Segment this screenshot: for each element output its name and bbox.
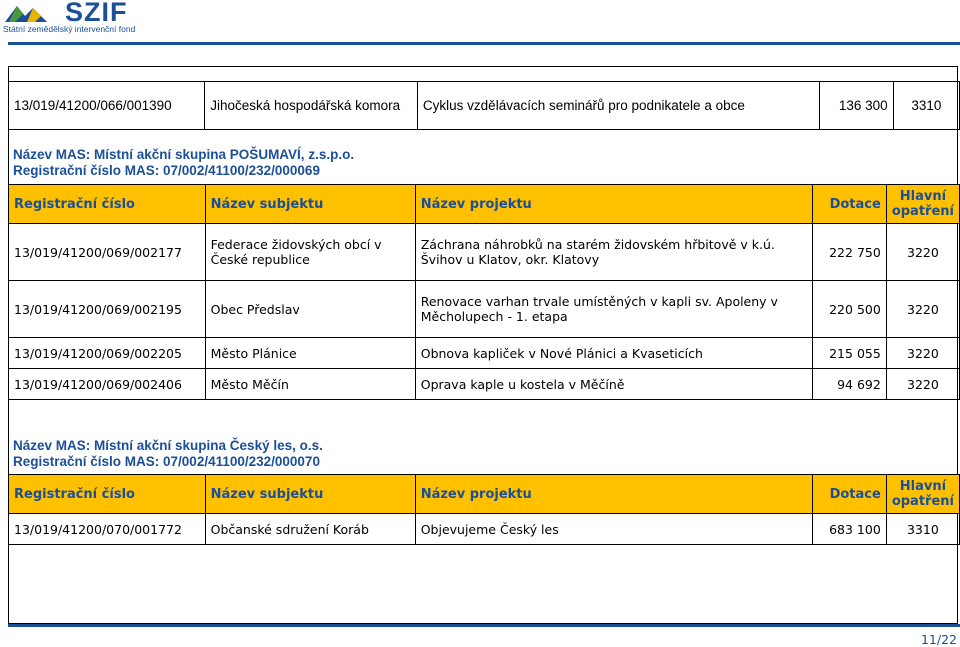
mas-name: Název MAS: Místní akční skupina POŠUMAVÍ, z.s.p.o. xyxy=(13,147,355,162)
subject-cell: Město Plánice xyxy=(205,338,415,369)
col-measure-header: Hlavní opatření xyxy=(886,185,959,224)
mas-reg-number: Registrační číslo MAS: 07/002/41100/232/000069 xyxy=(13,163,320,178)
col-grant-header: Dotace xyxy=(813,475,887,514)
reg-cell: 13/019/41200/069/002406 xyxy=(9,369,206,400)
logo-text: SZIF xyxy=(65,0,128,27)
table-row xyxy=(9,338,960,369)
col-project-header: Název projektu xyxy=(415,475,812,514)
subject-cell: Jihočeská hospodářská komora xyxy=(205,82,418,130)
mas-heading-2 xyxy=(13,438,323,470)
logo-subtitle: Státní zemědělský intervenční fond xyxy=(3,24,136,34)
mas-name: Název MAS: Místní akční skupina Český les, o.s. xyxy=(13,438,323,453)
measure-cell: 3220 xyxy=(886,369,959,400)
projects-table-1 xyxy=(8,184,960,400)
project-cell: Záchrana náhrobků na starém židovském hřbitově v k.ú. Švihov u Klatov, okr. Klatovy xyxy=(415,224,812,281)
reg-cell: 13/019/41200/066/001390 xyxy=(9,82,205,130)
grant-cell: 222 750 xyxy=(813,224,887,281)
grant-cell: 215 055 xyxy=(813,338,887,369)
page-number: 11/22 xyxy=(920,632,957,647)
subject-cell: Občanské sdružení Koráb xyxy=(205,514,415,545)
projects-table-2 xyxy=(8,474,960,545)
measure-cell: 3220 xyxy=(886,338,959,369)
grant-cell: 220 500 xyxy=(813,281,887,338)
reg-cell: 13/019/41200/069/002177 xyxy=(9,224,206,281)
measure-cell: 3220 xyxy=(886,281,959,338)
col-reg-header: Registrační číslo xyxy=(9,185,206,224)
table-row xyxy=(9,281,960,338)
table-row xyxy=(9,369,960,400)
col-project-header: Název projektu xyxy=(415,185,812,224)
subject-cell: Město Měčín xyxy=(205,369,415,400)
mas-reg-number: Registrační číslo MAS: 07/002/41100/232/000070 xyxy=(13,454,320,469)
col-subject-header: Název subjektu xyxy=(205,185,415,224)
measure-cell: 3310 xyxy=(893,82,959,130)
col-grant-header: Dotace xyxy=(813,185,887,224)
footer-divider xyxy=(8,624,960,627)
grant-cell: 683 100 xyxy=(813,514,887,545)
col-measure-header: Hlavní opatření xyxy=(886,475,959,514)
measure-cell: 3220 xyxy=(886,224,959,281)
project-cell: Renovace varhan trvale umístěných v kapli sv. Apoleny v Měcholupech - 1. etapa xyxy=(415,281,812,338)
mas-heading-1 xyxy=(13,147,354,179)
header-divider xyxy=(8,42,960,45)
szif-logo xyxy=(3,0,136,40)
measure-cell: 3310 xyxy=(886,514,959,545)
table-row xyxy=(9,514,960,545)
grant-cell: 136 300 xyxy=(820,82,894,130)
table-row xyxy=(9,82,960,130)
table-header-row xyxy=(9,475,960,514)
col-subject-header: Název subjektu xyxy=(205,475,415,514)
table-row xyxy=(9,224,960,281)
reg-cell: 13/019/41200/070/001772 xyxy=(9,514,206,545)
project-cell: Objevujeme Český les xyxy=(415,514,812,545)
szif-logo-mark-icon xyxy=(3,2,55,24)
project-cell: Cyklus vzdělávacích seminářů pro podnikatele a obce xyxy=(417,82,819,130)
grant-cell: 94 692 xyxy=(813,369,887,400)
subject-cell: Obec Předslav xyxy=(205,281,415,338)
reg-cell: 13/019/41200/069/002205 xyxy=(9,338,206,369)
subject-cell: Federace židovských obcí v České republice xyxy=(205,224,415,281)
table-header-row xyxy=(9,185,960,224)
project-cell: Oprava kaple u kostela v Měčíně xyxy=(415,369,812,400)
project-cell: Obnova kapliček v Nové Plánici a Kvaseticích xyxy=(415,338,812,369)
col-reg-header: Registrační číslo xyxy=(9,475,206,514)
reg-cell: 13/019/41200/069/002195 xyxy=(9,281,206,338)
top-row-table xyxy=(8,81,960,130)
